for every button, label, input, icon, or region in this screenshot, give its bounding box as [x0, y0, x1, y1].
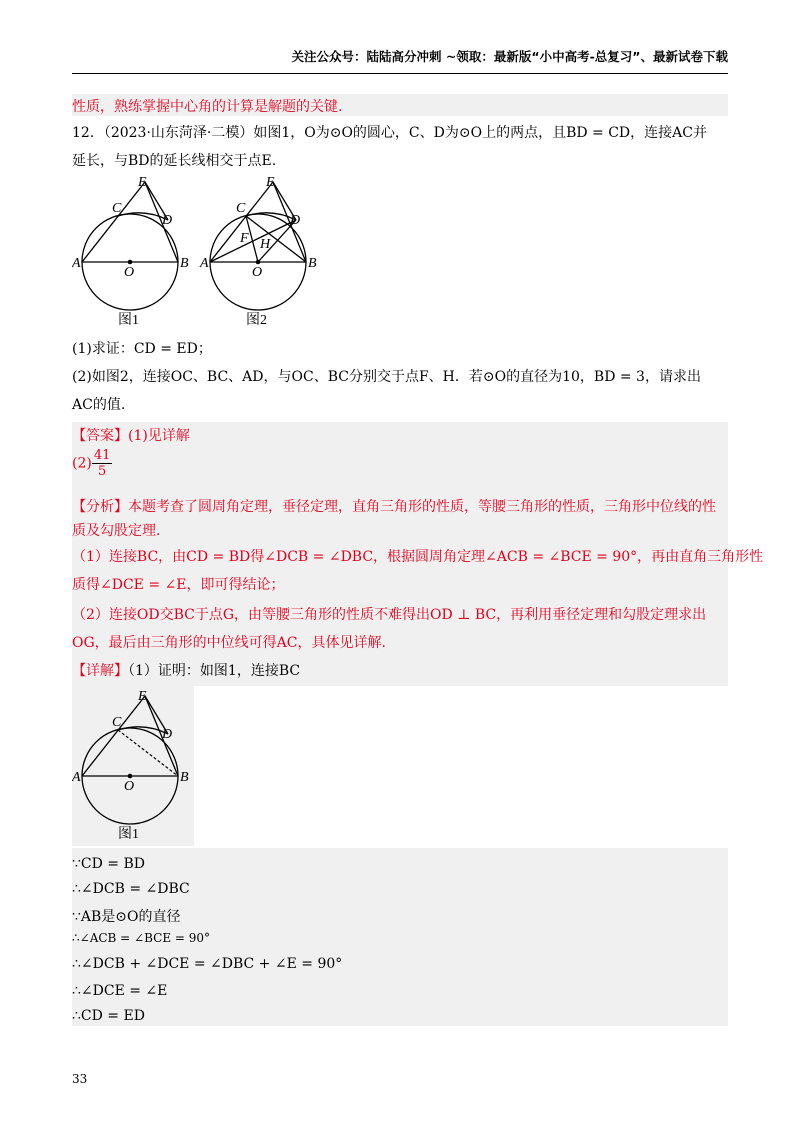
- question-part-2-line-2: AC的值.: [72, 397, 126, 413]
- proof-step-7: ∴CD = ED: [72, 1008, 145, 1024]
- fig2-label-h: H: [260, 237, 271, 252]
- answer-label: 【答案】: [72, 428, 128, 444]
- fig1-label-a: A: [72, 256, 81, 271]
- detail-figure: [72, 686, 194, 846]
- question-line-2: 延长，与BD的延长线相交于点E.: [72, 153, 277, 169]
- answer-part-2-prefix: (2): [72, 455, 92, 472]
- detail-label-d: D: [162, 727, 173, 742]
- question-line-1: 12．（2023·山东菏泽·二模）如图1，O为⊙O的圆心，C、D为⊙O上的两点，且BD = CD，连接AC并: [72, 125, 707, 141]
- proof-step-3: ∵AB是⊙O的直径: [72, 909, 181, 925]
- detail-intro: （1）证明：如图1，连接BC: [128, 663, 301, 679]
- fig2-label-a: A: [200, 256, 209, 271]
- question-part-1: (1)求证：CD = ED；: [72, 341, 212, 357]
- fig1-label-b: B: [180, 256, 189, 271]
- analysis-line-6: OG，最后由三角形的中位线可得AC，具体见详解.: [72, 635, 386, 651]
- detail-line: [72, 660, 300, 680]
- fig2-label-f: F: [240, 231, 249, 246]
- fig1-caption: 图1: [118, 313, 139, 328]
- proof-step-4: ∴∠ACB = ∠BCE = 90°: [72, 931, 211, 945]
- analysis-line-1: [72, 496, 716, 516]
- fig1-label-d: D: [162, 213, 173, 228]
- detail-label-c: C: [112, 715, 122, 730]
- figure-2: [199, 175, 317, 328]
- fig2-label-c: C: [236, 201, 246, 216]
- question-part-2-line-1: (2)如图2，连接OC、BC、AD，与OC、BC分别交于点F、H．若⊙O的直径为10，BD = 3，请求出: [72, 369, 701, 385]
- prev-tail-text: 性质，熟练掌握中心角的计算是解题的关键.: [72, 99, 343, 115]
- answer-line: [72, 425, 190, 445]
- analysis-line-2: 质及勾股定理.: [72, 523, 161, 539]
- fig2-label-d: D: [290, 213, 301, 228]
- fig1-label-e: E: [138, 175, 147, 190]
- detail-label-a: A: [72, 770, 81, 785]
- answer-fraction: [92, 448, 113, 479]
- page-number: 33: [72, 1072, 88, 1086]
- header-rule: [72, 73, 728, 74]
- question-figures: [72, 172, 332, 332]
- fig1-label-c: C: [112, 201, 122, 216]
- figure-1: [72, 175, 189, 328]
- proof-step-6: ∴∠DCE = ∠E: [72, 983, 168, 999]
- answer-fraction-denominator: 5: [97, 464, 107, 479]
- detail-label: 【详解】: [72, 663, 128, 679]
- detail-fig-caption: 图1: [118, 827, 139, 842]
- page-header: 关注公众号：陆陆高分冲刺 ~领取：最新版“小中高考-总复习”、最新试卷下载: [291, 49, 728, 64]
- fig2-label-b: B: [308, 256, 317, 271]
- proof-step-2: ∴∠DCB = ∠DBC: [72, 881, 190, 897]
- analysis-text-1: 本题考查了圆周角定理，垂径定理，直角三角形的性质，等腰三角形的性质，三角形中位线的性: [128, 499, 716, 515]
- detail-label-o: O: [124, 779, 135, 794]
- analysis-line-4: 质得∠DCE = ∠E，即可得结论；: [72, 577, 285, 593]
- fig2-label-o: O: [252, 265, 263, 280]
- analysis-line-3: （1）连接BC，由CD = BD得∠DCB = ∠DBC，根据圆周角定理∠ACB = ∠BCE = 90°，再由直角三角形性: [72, 549, 764, 565]
- proof-step-1: ∵CD = BD: [72, 856, 145, 872]
- fig1-label-o: O: [124, 265, 135, 280]
- analysis-line-5: （2）连接OD交BC于点G，由等腰三角形的性质不难得出OD ⊥ BC，再利用垂径定理和勾股定理求出: [72, 607, 707, 623]
- fig2-label-e: E: [266, 175, 275, 190]
- analysis-label: 【分析】: [72, 499, 128, 515]
- answer-part-2: [72, 448, 112, 479]
- detail-label-e: E: [138, 689, 147, 704]
- answer-fraction-numerator: 41: [93, 448, 111, 463]
- proof-step-5: ∴∠DCB + ∠DCE = ∠DBC + ∠E = 90°: [72, 956, 343, 972]
- detail-label-b: B: [180, 770, 189, 785]
- fig2-caption: 图2: [246, 313, 267, 328]
- answer-part-1: (1)见详解: [128, 428, 190, 444]
